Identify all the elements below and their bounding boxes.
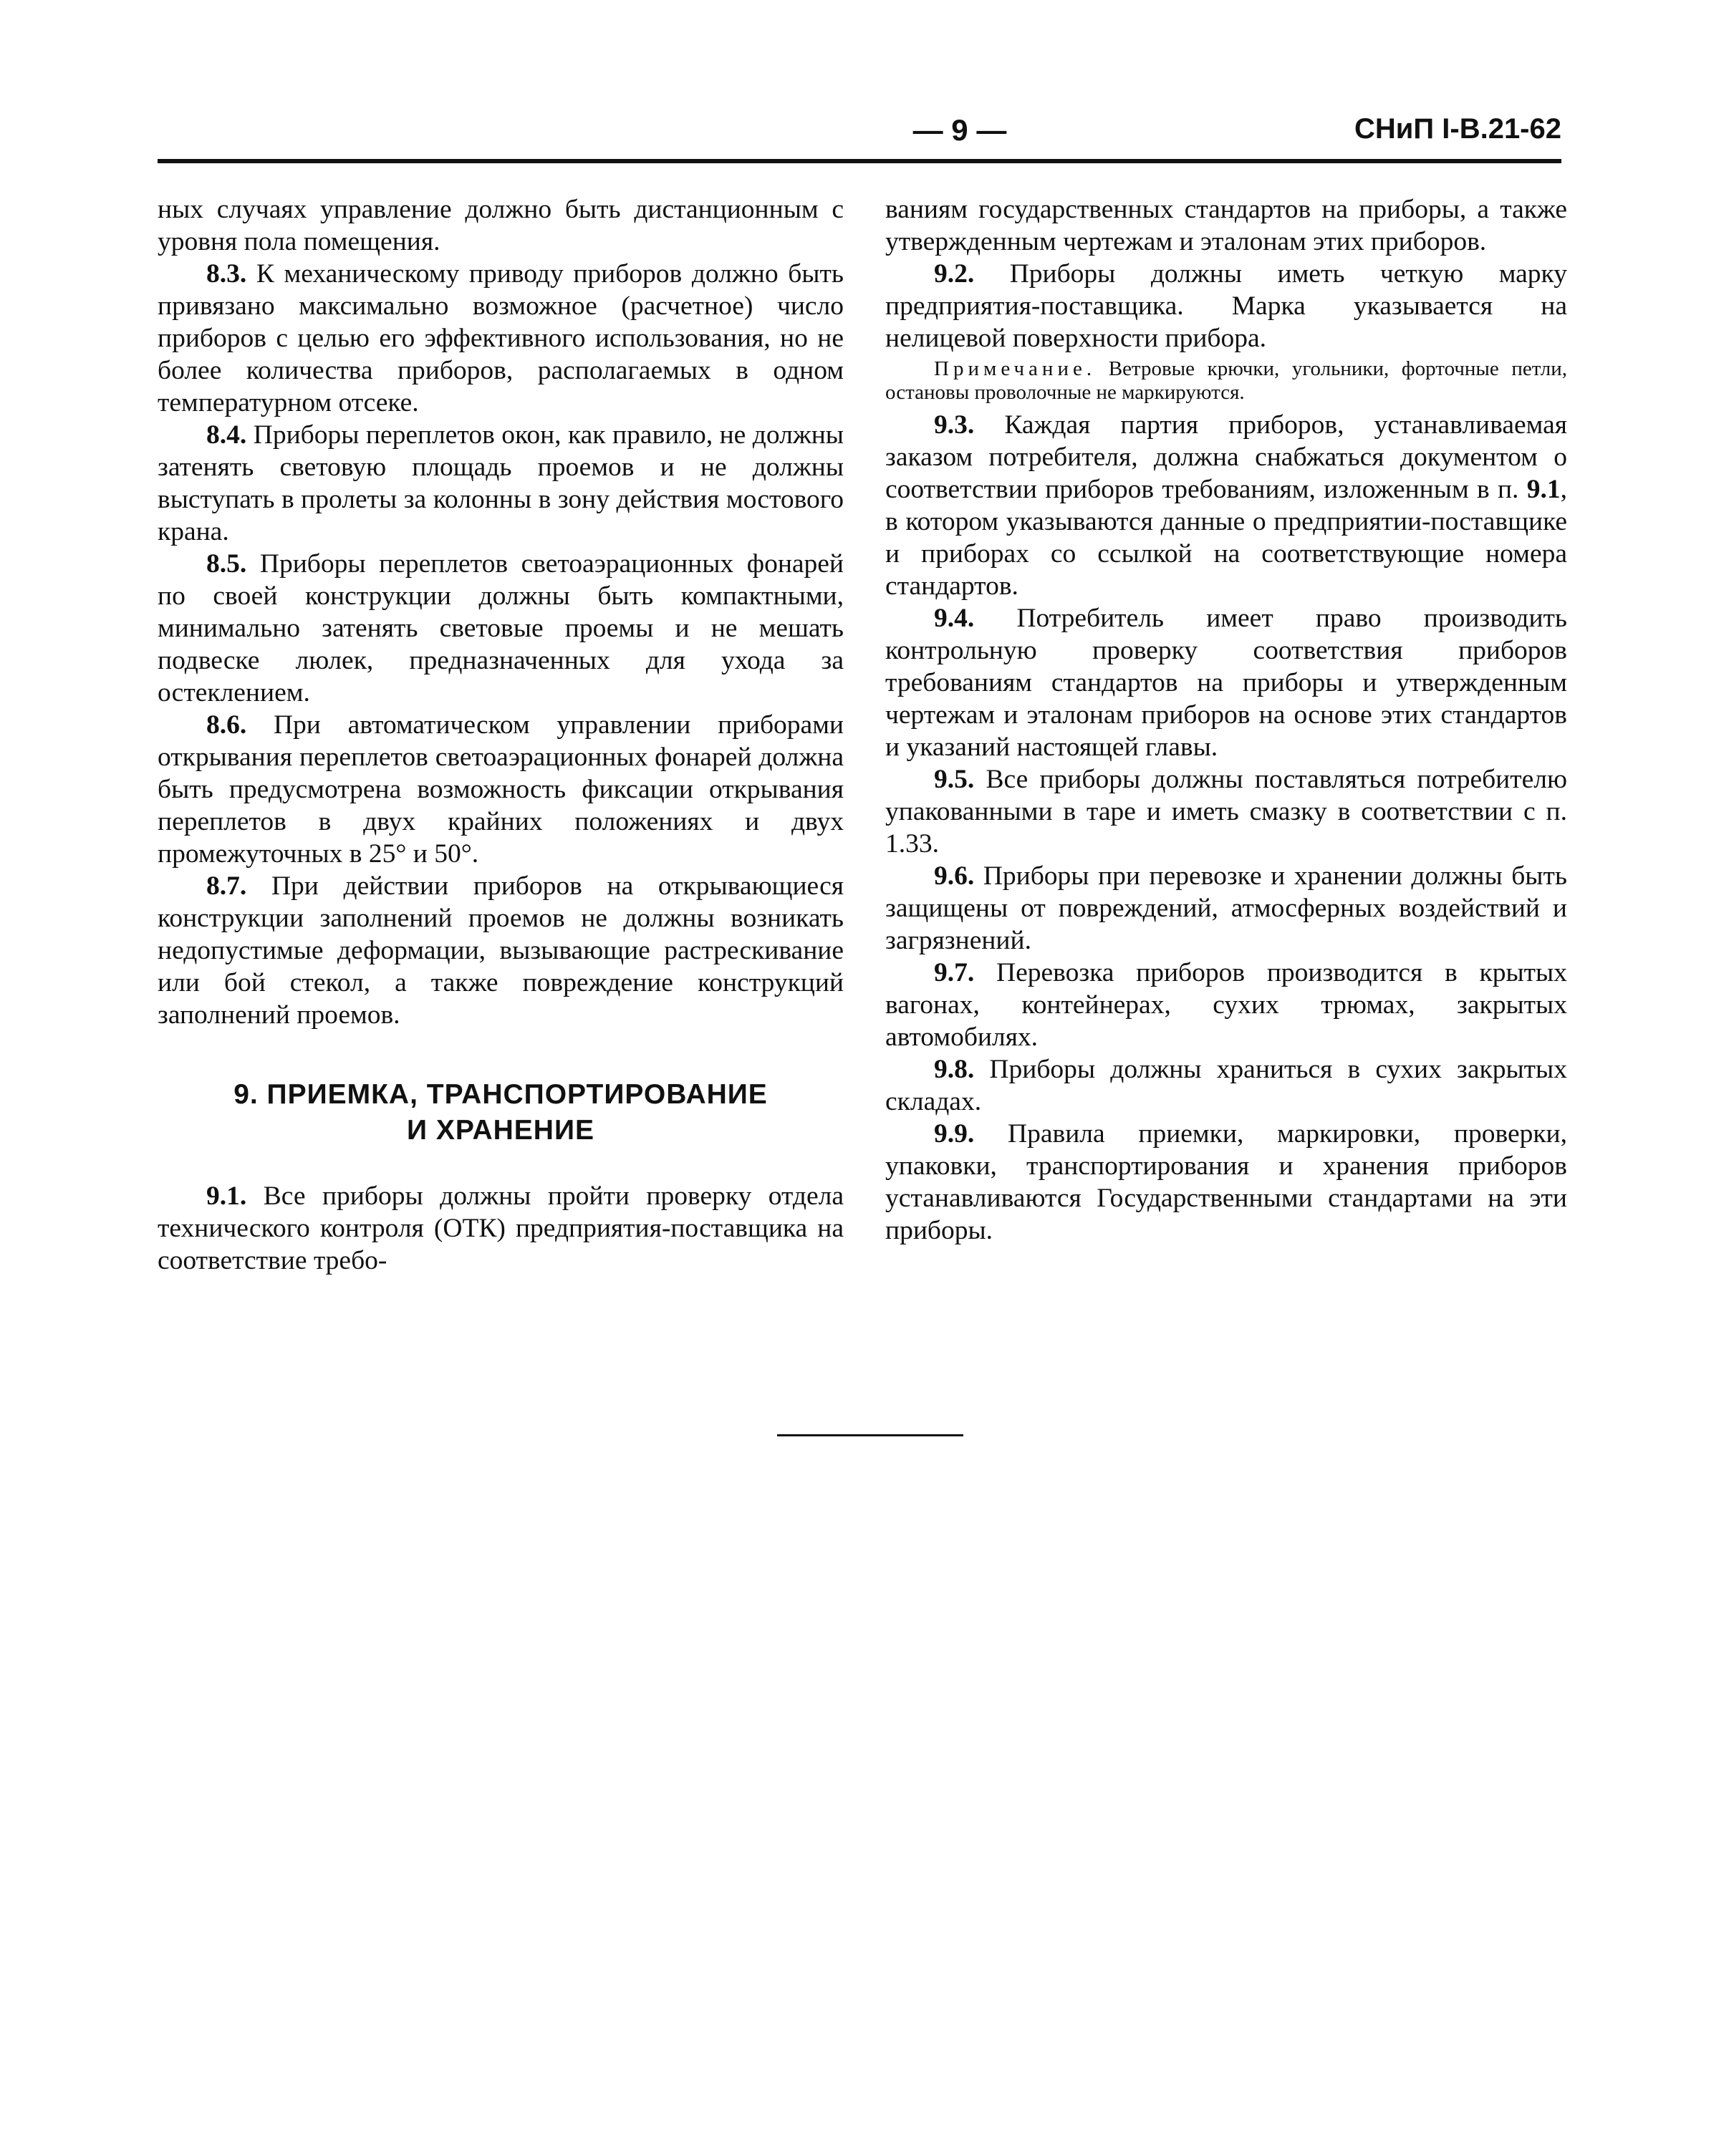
note-text: Ветровые крючки, угольники, форточные петли, остановы проволочные не маркируются.	[885, 357, 1567, 404]
paragraph-text: Все приборы должны пройти проверку отдела технического контроля (ОТК) предприятия-поставщика на соответствие требо-	[158, 1181, 844, 1275]
paragraph-8-7	[158, 870, 844, 1031]
paragraph-9-6	[885, 860, 1567, 957]
section-heading	[158, 1077, 844, 1149]
paragraph-text: При действии приборов на открывающиеся конструкции заполнений проемов не должны возникать недопустимые деформации, вызывающие растрескивание или бой стекол, а также повреждение конструкций заполнений проемов.	[158, 871, 844, 1030]
paragraph-number: 8.6.	[206, 710, 247, 740]
note-label: Примечание.	[934, 357, 1097, 380]
paragraph-number: 9.1.	[206, 1181, 247, 1211]
paragraph-number: 9.7.	[934, 958, 975, 987]
paragraph-text: Приборы должны храниться в сухих закрытых складах.	[885, 1055, 1567, 1116]
paragraph-text: Все приборы должны поставляться потребителю упакованными в таре и иметь смазку в соответствии с п. 1.33.	[885, 765, 1567, 859]
paragraph-number: 8.5.	[206, 549, 247, 579]
paragraph-text: ваниям государственных стандартов на приборы, а также утвержденным чертежам и эталонам этих приборов.	[885, 195, 1567, 256]
paragraph-text: При автоматическом управлении приборами открывания переплетов светоаэрационных фонарей должна быть предусмотрена возможность фиксации открывания переплетов в двух крайних положениях и двух промежуточных в 25° и 50°.	[158, 710, 844, 869]
paragraph-number: 9.5.	[934, 765, 975, 794]
paragraph-9-7	[885, 957, 1567, 1053]
paragraph-text: , в котором указываются данные о предприятии-поставщике и приборах со ссылкой на соответствующие номера стандартов.	[885, 475, 1567, 601]
paragraph-number: 9.6.	[934, 861, 975, 891]
paragraph-continued	[885, 193, 1567, 258]
paragraph-8-4	[158, 419, 844, 548]
paragraph-text: Перевозка приборов производится в крытых вагонах, контейнерах, сухих трюмах, закрытых автомобилях.	[885, 958, 1567, 1052]
paragraph-text: Приборы при перевозке и хранении должны быть защищены от повреждений, атмосферных воздействий и загрязнений.	[885, 861, 1567, 955]
paragraph-number: 9.9.	[934, 1119, 975, 1149]
left-column	[158, 193, 844, 1277]
section-heading-line: 9. ПРИЕМКА, ТРАНСПОРТИРОВАНИЕ	[233, 1079, 768, 1110]
section-heading-line: И ХРАНЕНИЕ	[406, 1115, 594, 1146]
paragraph-text: Потребитель имеет право производить контрольную проверку соответствия приборов требованиям стандартов на приборы и утвержденным чертежам и эталонам приборов на основе этих стандартов и указаний настоящей главы.	[885, 604, 1567, 762]
end-rule	[777, 1434, 963, 1436]
paragraph-text: ных случаях управление должно быть дистанционным с уровня пола помещения.	[158, 195, 844, 256]
paragraph-number: 8.7.	[206, 871, 247, 901]
paragraph-9-1	[158, 1180, 844, 1277]
paragraph-9-4	[885, 602, 1567, 763]
right-column	[885, 193, 1567, 1247]
paragraph-9-2	[885, 258, 1567, 354]
paragraph-9-3	[885, 409, 1567, 602]
page-number: — 9 —	[912, 113, 1007, 147]
paragraph-number: 9.8.	[934, 1055, 975, 1084]
paragraph-number: 9.2.	[934, 259, 975, 289]
paragraph-reference: 9.1	[1526, 475, 1561, 504]
paragraph-number: 8.3.	[206, 259, 247, 289]
paragraph-continued	[158, 193, 844, 258]
paragraph-number: 8.4.	[206, 420, 247, 450]
header-rule	[158, 159, 1561, 163]
paragraph-text: Каждая партия приборов, устанавливаемая заказом потребителя, должна снабжаться документом о соответствии приборов требованиям, изложенным в п.	[885, 410, 1567, 504]
page-header	[158, 113, 1561, 156]
paragraph-text: Приборы переплетов окон, как правило, не должны затенять световую площадь проемов и не должны выступать в пролеты за колонны в зону действия мостового крана.	[158, 420, 844, 546]
paragraph-8-3	[158, 258, 844, 419]
paragraph-text: К механическому приводу приборов должно быть привязано максимально возможное (расчетное) число приборов с целью его эффективного использования, но не более количества приборов, располагаемых в одном температурном отсеке.	[158, 259, 844, 417]
paragraph-9-9	[885, 1118, 1567, 1247]
paragraph-number: 9.4.	[934, 604, 975, 633]
paragraph-text: Приборы должны иметь четкую марку предприятия-поставщика. Марка указывается на нелицевой поверхности прибора.	[885, 259, 1567, 353]
paragraph-text: Правила приемки, маркировки, проверки, упаковки, транспортирования и хранения приборов устанавливаются Государственными стандартами на эти приборы.	[885, 1119, 1567, 1245]
paragraph-8-5	[158, 548, 844, 709]
note	[885, 357, 1567, 405]
paragraph-9-5	[885, 763, 1567, 860]
paragraph-number: 9.3.	[934, 410, 975, 440]
document-code: СНиП I-В.21-62	[1354, 113, 1561, 145]
paragraph-8-6	[158, 709, 844, 870]
paragraph-text: Приборы переплетов светоаэрационных фонарей по своей конструкции должны быть компактными, минимально затенять световые проемы и не мешать подвеске люлек, предназначенных для ухода за остеклением.	[158, 549, 844, 707]
paragraph-9-8	[885, 1053, 1567, 1118]
